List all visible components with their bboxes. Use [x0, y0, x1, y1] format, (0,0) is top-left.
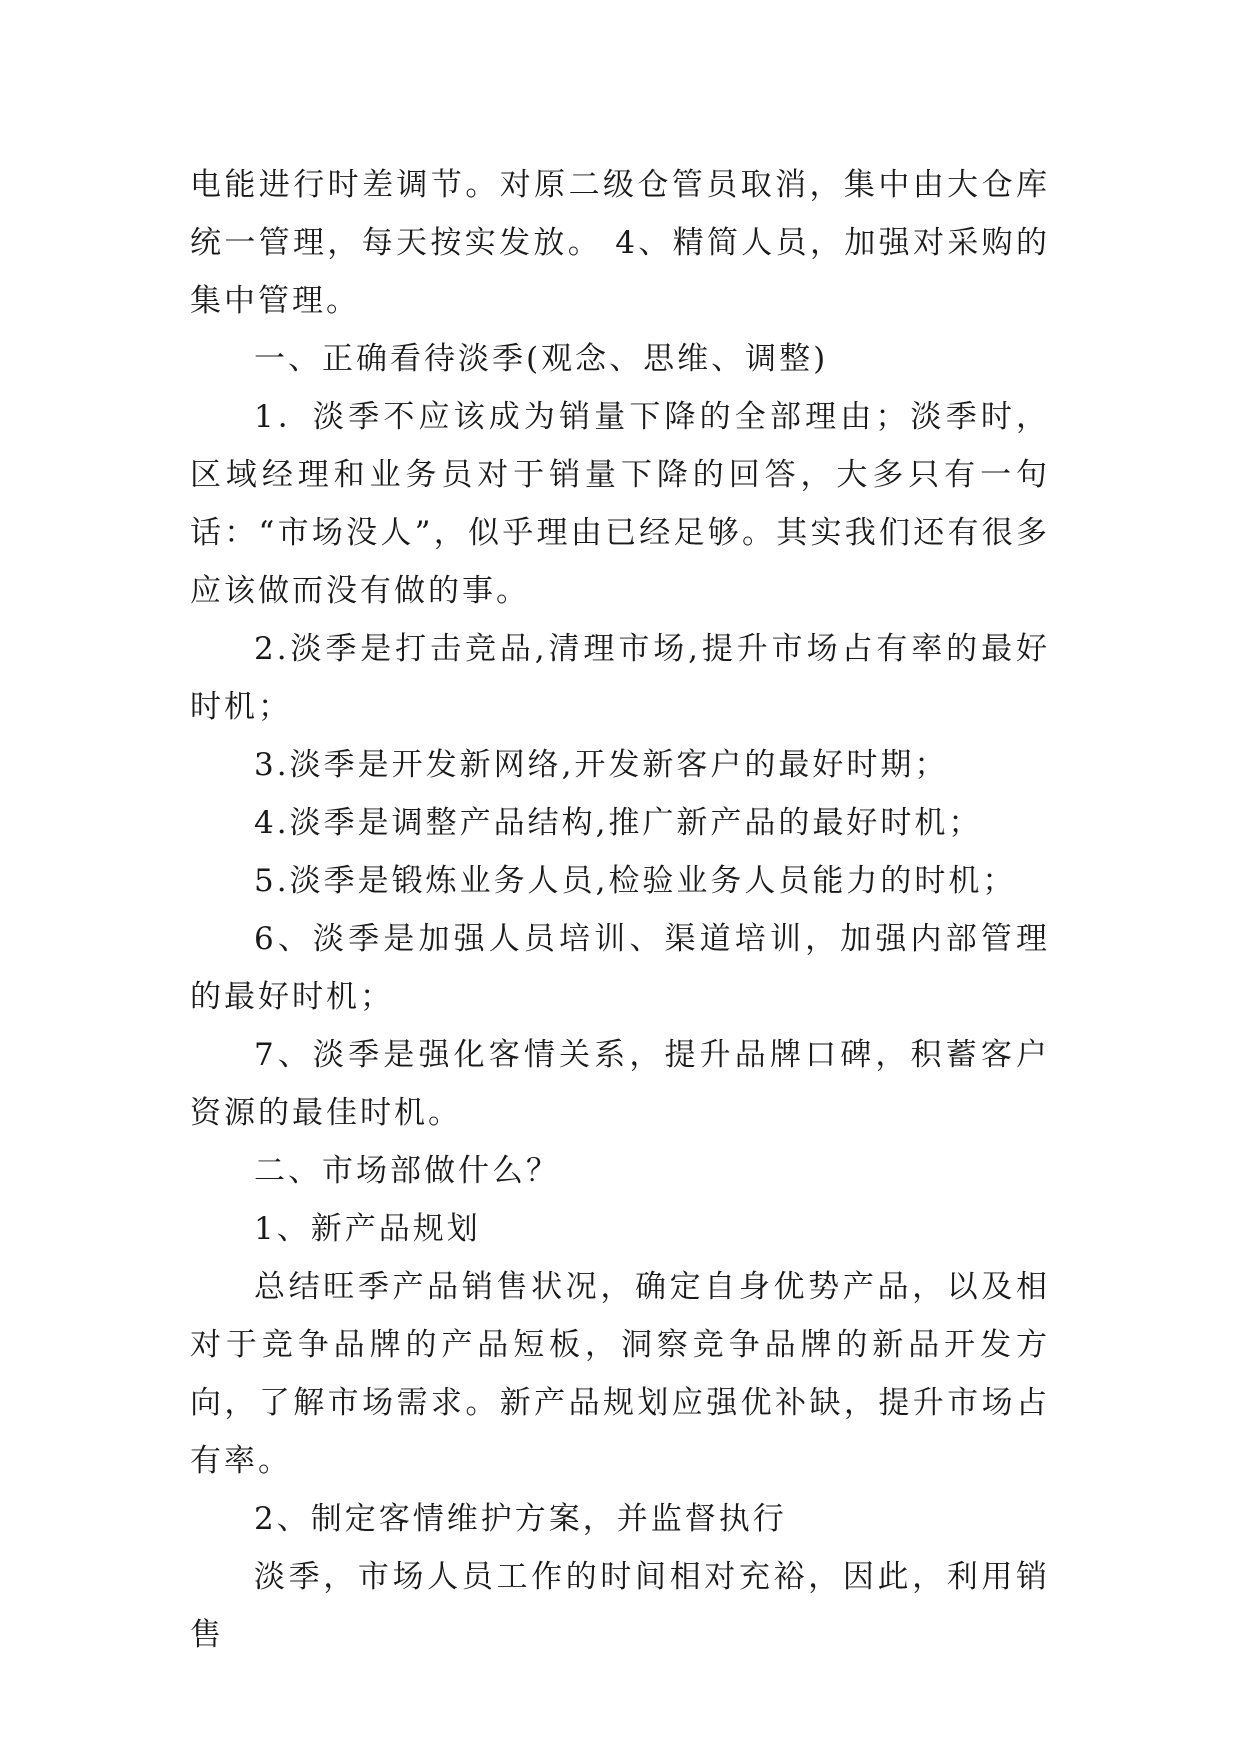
list-item-2: 2.淡季是打击竞品,清理市场,提升市场占有率的最好时机； — [190, 631, 1050, 725]
list-item-3: 3.淡季是开发新网络,开发新客户的最好时期； — [254, 747, 949, 783]
list-item-7: 7、淡季是强化客情关系，提升品牌口碑，积蓄客户资源的最佳时机。 — [190, 1037, 1050, 1131]
list-item-1: 1．淡季不应该成为销量下降的全部理由；淡季时，区域经理和业务员对于销量下降的回答，大多只有一句话：“市场没人”，似乎理由已经足够。其实我们还有很多应该做而没有做的事。 — [190, 399, 1050, 609]
heading-correct-view-of-off-season: 一、正确看待淡季(观念、思维、调整) — [254, 341, 829, 377]
list-item-4: 4.淡季是调整产品结构,推广新产品的最好时机； — [254, 805, 983, 841]
list-item-6: 6、淡季是加强人员培训、渠道培训，加强内部管理的最好时机； — [190, 921, 1050, 1015]
paragraph-new-product-planning: 总结旺季产品销售状况，确定自身优势产品，以及相对于竞争品牌的产品短板，洞察竞争品牌的新品开发方向，了解市场需求。新产品规划应强优补缺，提升市场占有率。 — [190, 1269, 1050, 1479]
heading-marketing-dept-tasks: 二、市场部做什么？ — [254, 1153, 560, 1189]
paragraph-0: 电能进行时差调节。对原二级仓管员取消，集中由大仓库统一管理，每天按实发放。 4、精简人员，加强对采购的集中管理。 — [190, 167, 1050, 319]
paragraph-off-season-time: 淡季，市场人员工作的时间相对充裕，因此，利用销售 — [190, 1559, 1050, 1653]
list-item-5: 5.淡季是锻炼业务人员,检验业务人员能力的时机； — [254, 863, 1017, 899]
document-body — [190, 156, 1050, 1664]
subheading-customer-relations-plan: 2、制定客情维护方案，并监督执行 — [254, 1501, 787, 1537]
subheading-new-product-planning: 1、新产品规划 — [254, 1211, 481, 1247]
